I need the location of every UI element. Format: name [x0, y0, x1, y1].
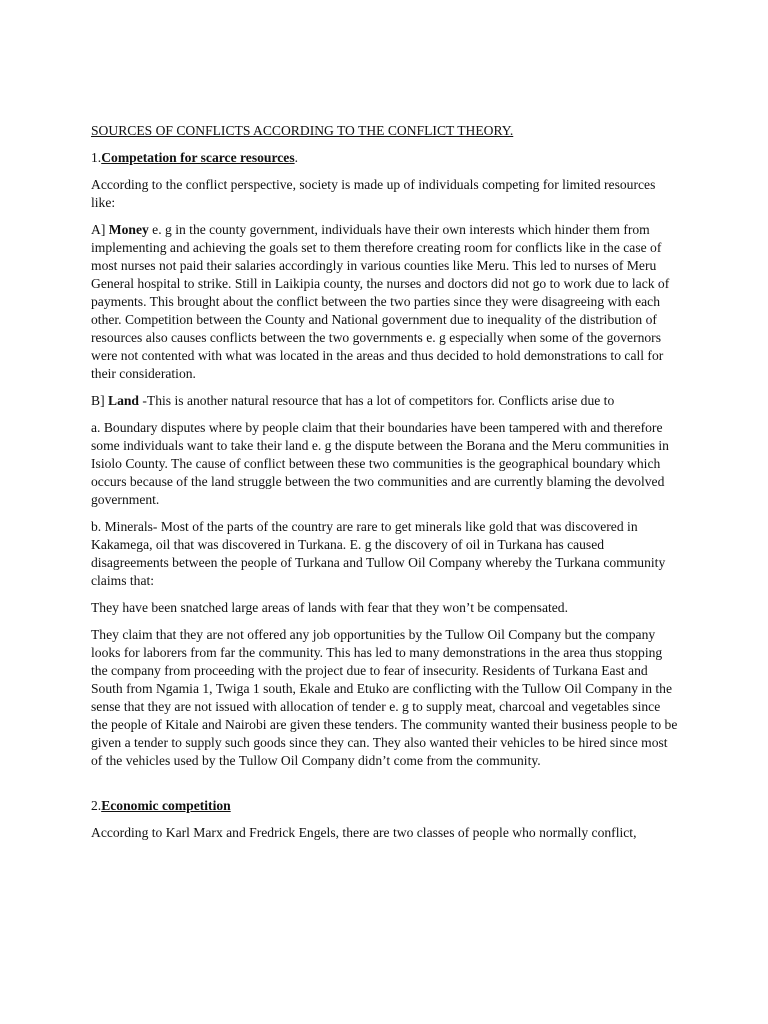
section-1-number: 1.: [91, 150, 102, 165]
section-1-heading: [91, 149, 679, 167]
land-text: -This is another natural resource that has a lot of competitors for. Conflicts arise due to: [138, 393, 615, 408]
money-prefix: A]: [91, 222, 109, 237]
section-2-intro: According to Karl Marx and Fredrick Engels, there are two classes of people who normally conflict,: [91, 825, 637, 840]
money-text: e. g in the county government, individuals have their own interests which hinder them from implementing and achieving the goals set to them therefore creating room for conflicts like in the case of most nurses not paid their salaries accordingly in various counties like Meru. This led to nurses of Meru General hospital to strike. Still in Laikipia county, the nurses and doctors did not go to work due to lack of payments. This brought about the conflict between the two parties since they were disagreeing with each other. Competition between the County and National government due to inequality of the distribution of resources also causes conflicts between the two governments e. g especially when some of the governors were not contented with what was located in the areas and thus decided to hold demonstrations to call for their consideration.: [91, 222, 670, 381]
document-body: [91, 122, 679, 851]
paragraph-snatched: They have been snatched large areas of lands with fear that they won’t be compensated.: [91, 600, 568, 615]
section-1-heading-suffix: .: [294, 150, 299, 165]
section-1-heading-text: Competation for scarce resources: [101, 150, 295, 165]
document-title: [91, 122, 679, 140]
money-term: Money: [108, 222, 149, 237]
blank-line: [91, 779, 679, 797]
section-2-heading-text: Economic competition: [101, 798, 231, 813]
document-title-text: SOURCES OF CONFLICTS ACCORDING TO THE CONFLICT THEORY.: [91, 123, 514, 138]
land-term: Land: [108, 393, 139, 408]
paragraph-minerals: b. Minerals- Most of the parts of the country are rare to get minerals like gold that was discovered in Kakamega, oil that was discovered in Turkana. E. g the discovery of oil in Turkana has caused disagreements between the people of Turkana and Tullow Oil Company whereby the Turkana community claims that:: [91, 519, 666, 588]
paragraph-jobs: They claim that they are not offered any job opportunities by the Tullow Oil Company but the company looks for laborers from far the community. This has led to many demonstrations in the area thus stopping the company from proceeding with the project due to fear of insecurity. Residents of Turkana East and South from Ngamia 1, Twiga 1 south, Ekale and Etuko are conflicting with the Tullow Oil Company in the sense that they are not issued with allocation of tender e. g to supply meat, charcoal and vegetables since the people of Kitale and Nairobi are given these tenders. The community wanted their business people to be given a tender to supply such goods since they can. They also wanted their vehicles to be hired since most of the vehicles used by the Tullow Oil Company didn’t come from the community.: [91, 627, 678, 768]
paragraph-money: [91, 221, 679, 383]
section-2-heading: [91, 797, 679, 815]
paragraph-boundary: a. Boundary disputes where by people claim that their boundaries have been tampered with and therefore some individuals want to take their land e. g the dispute between the Borana and the Meru communities in Isiolo County. The cause of conflict between these two communities is the geographical boundary which occurs because of the land struggle between the two communities and are currently blaming the devolved government.: [91, 420, 669, 507]
section-2-number: 2.: [91, 798, 102, 813]
section-1-intro: According to the conflict perspective, society is made up of individuals competing for limited resources like:: [91, 177, 656, 210]
paragraph-land: [91, 392, 679, 410]
land-prefix: B]: [91, 393, 108, 408]
